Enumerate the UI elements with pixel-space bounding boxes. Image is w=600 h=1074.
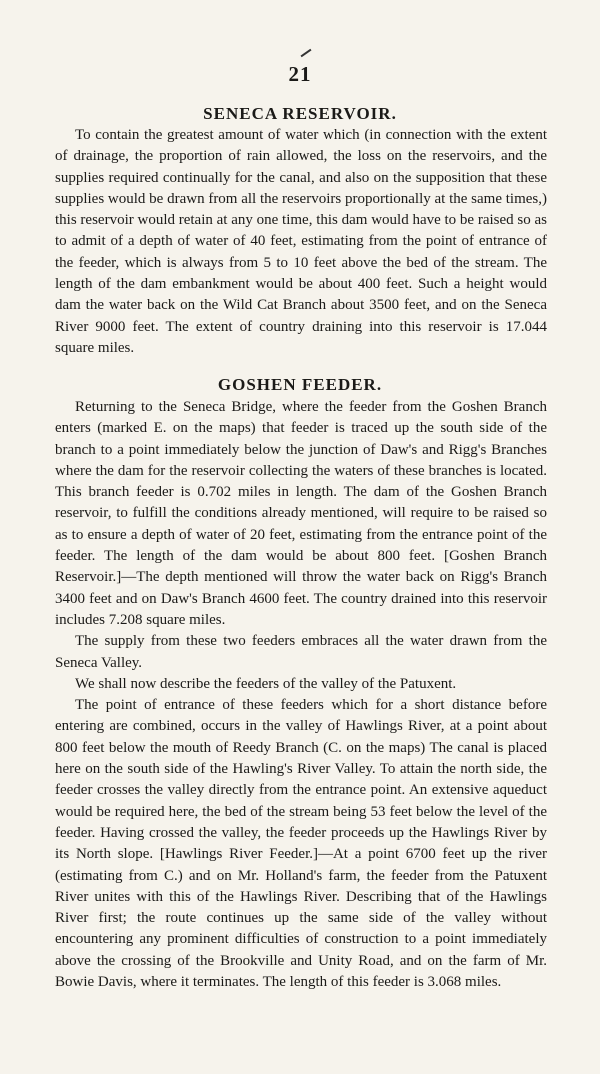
paragraph: To contain the greatest amount of water which (in connection with the extent of drainage, the proportion of rain allowed, the loss on the reservoirs, and the supplies required continually for the canal, and also on the supposition that these supplies would be drawn from all the reservoirs proportionally at the same times,) this reservoir would retain at any one time, this dam would have to be raised so as to admit of a depth of water of 40 feet, estimating from the point of entrance of the feeder, which is always from 5 to 10 feet above the bed of the stream. The length of the dam embankment would be about 400 feet. Such a height would dam the water back on the Wild Cat Branch about 3500 feet, and on the Seneca River 9000 feet. The extent of country draining into this reservoir is 17.044 square miles.: [55, 127, 547, 356]
page-number: 21: [288, 62, 312, 86]
paragraph: The supply from these two feeders embraces all the water drawn from the Seneca Valley.: [55, 633, 547, 671]
paragraph: Returning to the Seneca Bridge, where the feeder from the Goshen Branch enters (marked E. on the maps) that feeder is traced up the south side of the branch to a point immediately below the junction of Daw's and Rigg's Branches where the dam for the reservoir collecting the waters of these branches is located. This branch feeder is 0.702 miles in length. The dam of the Goshen Branch reservoir, to fulfill the conditions already mentioned, will require to be raised so as to ensure a depth of water of 20 feet, estimating from the entrance point of the feeder. The length of the dam would be about 800 feet. [Goshen Branch Reservoir.]—The depth mentioned will throw the water back on Rigg's Branch 3400 feet and on Daw's Branch 4600 feet. The country drained into this reservoir includes 7.208 square miles.: [55, 399, 547, 628]
section-goshen-feeder-body: [55, 397, 547, 993]
paragraph: We shall now describe the feeders of the valley of the Patuxent.: [75, 675, 457, 692]
paragraph: The point of entrance of these feeders which for a short distance before entering are combined, occurs in the valley of Hawlings River, at a point about 800 feet below the mouth of Reedy Branch (C. on the maps) The canal is placed here on the south side of the Hawling's River Valley. To attain the north side, the feeder crosses the valley directly from the entrance point. An extensive aqueduct would be required here, the bed of the stream being 53 feet below the level of the feeder. Having crossed the valley, the feeder proceeds up the Hawlings River by its North slope. [Hawlings River Feeder.]—At a point 6700 feet up the river (estimating from C.) and on Mr. Holland's farm, the feeder from the Patuxent River unites with this of the Hawlings River. Describing that of the Hawlings River first; the route continues up the same side of the valley without encountering any prominent difficulties of construction to a point immediately above the crossing of the Brookville and Unity Road, and on the farm of Mr. Bowie Davis, where it terminates. The length of this feeder is 3.068 miles.: [55, 697, 547, 991]
pen-mark: [301, 49, 312, 58]
heading-seneca-reservoir: SENECA RESERVOIR.: [203, 104, 397, 123]
section-seneca-reservoir-body: [55, 125, 547, 359]
heading-goshen-feeder: GOSHEN FEEDER.: [217, 375, 383, 394]
